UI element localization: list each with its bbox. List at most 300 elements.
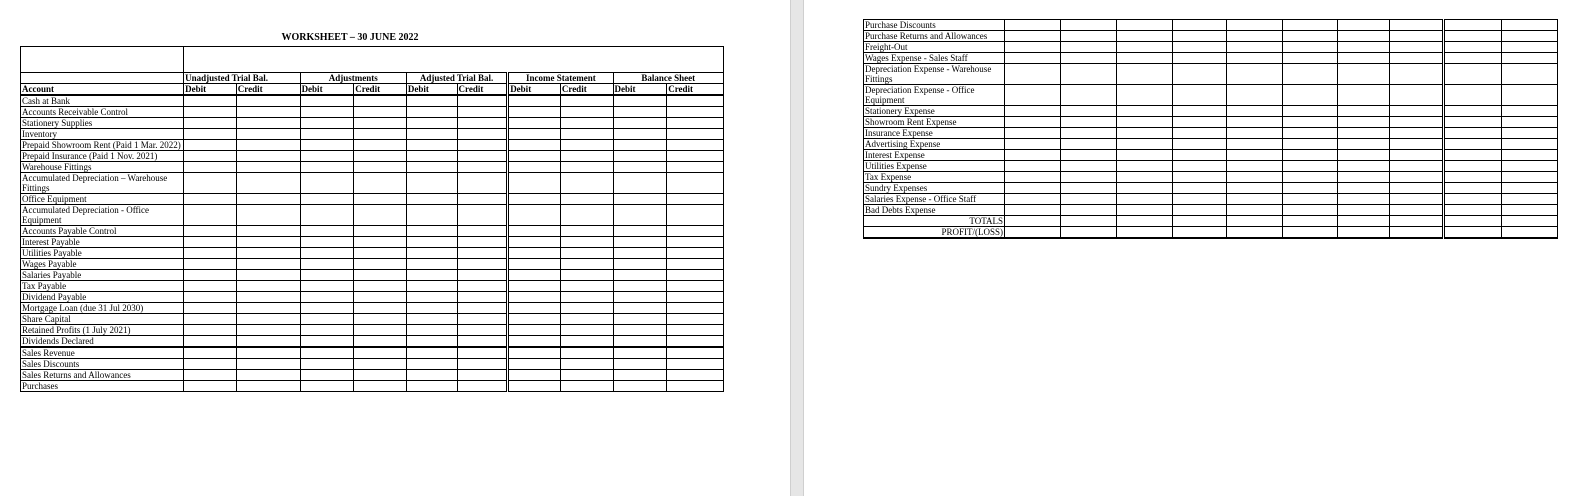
- amount-cell: [560, 162, 613, 173]
- amount-cell: [560, 107, 613, 118]
- amount-cell: [560, 205, 613, 226]
- amount-cell: [1173, 194, 1227, 205]
- amount-cell: [1227, 205, 1283, 216]
- worksheet-table-right: [863, 19, 1558, 239]
- amount-cell: [1390, 183, 1444, 194]
- amount-cell: [1390, 139, 1444, 150]
- amount-cell: [406, 325, 457, 336]
- amount-cell: [1390, 172, 1444, 183]
- account-name: Interest Payable: [21, 237, 184, 248]
- amount-cell: [508, 162, 561, 173]
- amount-cell: [1005, 31, 1061, 42]
- amount-cell: [406, 248, 457, 259]
- amount-cell: [457, 129, 508, 140]
- amount-cell: [1390, 216, 1444, 227]
- amount-cell: [354, 281, 407, 292]
- amount-cell: [457, 205, 508, 226]
- amount-cell: [1390, 85, 1444, 106]
- amount-cell: [1117, 172, 1173, 183]
- account-name: Accumulated Depreciation – Warehouse Fittings: [21, 173, 184, 194]
- amount-cell: [300, 314, 354, 325]
- amount-cell: [1227, 106, 1283, 117]
- amount-cell: [457, 281, 508, 292]
- account-name: Utilities Expense: [864, 161, 1005, 172]
- amount-cell: [667, 270, 724, 281]
- amount-cell: [1502, 42, 1558, 53]
- account-name: Prepaid Showroom Rent (Paid 1 Mar. 2022): [21, 140, 184, 151]
- amount-cell: [1005, 161, 1061, 172]
- amount-cell: [300, 194, 354, 205]
- header-blank: [21, 73, 184, 84]
- amount-cell: [508, 205, 561, 226]
- amount-cell: [1444, 227, 1502, 238]
- amount-cell: [667, 237, 724, 248]
- amount-cell: [354, 205, 407, 226]
- amount-cell: [1444, 216, 1502, 227]
- amount-cell: [508, 314, 561, 325]
- amount-cell: [406, 370, 457, 381]
- amount-cell: [354, 96, 407, 107]
- amount-cell: [1444, 150, 1502, 161]
- amount-cell: [1502, 205, 1558, 216]
- debit-header: Debit: [613, 84, 667, 95]
- amount-cell: [236, 248, 300, 259]
- account-name: [864, 238, 1005, 239]
- amount-cell: [354, 314, 407, 325]
- account-name: Sales Revenue: [21, 348, 184, 359]
- amount-cell: [1444, 238, 1502, 239]
- amount-cell: [1338, 205, 1390, 216]
- amount-cell: [236, 140, 300, 151]
- table-row: [864, 161, 1558, 172]
- amount-cell: [457, 248, 508, 259]
- amount-cell: [1061, 106, 1117, 117]
- amount-cell: [1061, 53, 1117, 64]
- amount-cell: [354, 325, 407, 336]
- account-name: Advertising Expense: [864, 139, 1005, 150]
- amount-cell: [406, 270, 457, 281]
- amount-cell: [236, 314, 300, 325]
- amount-cell: [1227, 216, 1283, 227]
- amount-cell: [667, 281, 724, 292]
- amount-cell: [508, 292, 561, 303]
- account-name: Freight-Out: [864, 42, 1005, 53]
- amount-cell: [457, 151, 508, 162]
- amount-cell: [560, 314, 613, 325]
- amount-cell: [508, 237, 561, 248]
- table-row: [21, 325, 724, 336]
- amount-cell: [1283, 64, 1338, 85]
- table-row: [21, 359, 724, 370]
- amount-cell: [184, 259, 237, 270]
- amount-cell: [1117, 31, 1173, 42]
- page-gap: [790, 0, 804, 496]
- debit-header: Debit: [184, 84, 237, 95]
- account-name: Wages Payable: [21, 259, 184, 270]
- amount-cell: [1444, 139, 1502, 150]
- account-name: Purchase Discounts: [864, 20, 1005, 31]
- table-row: [21, 140, 724, 151]
- account-name: Cash at Bank: [21, 96, 184, 107]
- amount-cell: [1117, 150, 1173, 161]
- amount-cell: [354, 226, 407, 237]
- table-row: [864, 139, 1558, 150]
- amount-cell: [1061, 85, 1117, 106]
- amount-cell: [1444, 128, 1502, 139]
- amount-cell: [1061, 216, 1117, 227]
- amount-cell: [1338, 20, 1390, 31]
- amount-cell: [1444, 205, 1502, 216]
- amount-cell: [1005, 53, 1061, 64]
- account-name: Insurance Expense: [864, 128, 1005, 139]
- amount-cell: [300, 336, 354, 347]
- amount-cell: [457, 162, 508, 173]
- amount-cell: [560, 118, 613, 129]
- amount-cell: [667, 226, 724, 237]
- amount-cell: [1283, 216, 1338, 227]
- amount-cell: [667, 129, 724, 140]
- amount-cell: [236, 303, 300, 314]
- amount-cell: [667, 140, 724, 151]
- table-row: [864, 20, 1558, 31]
- amount-cell: [1005, 216, 1061, 227]
- debit-header: Debit: [406, 84, 457, 95]
- amount-cell: [613, 248, 667, 259]
- amount-cell: [457, 314, 508, 325]
- amount-cell: [1117, 139, 1173, 150]
- amount-cell: [613, 226, 667, 237]
- worksheet-page-2: [804, 0, 1589, 496]
- table-row: [21, 107, 724, 118]
- amount-cell: [457, 194, 508, 205]
- amount-cell: [508, 370, 561, 381]
- amount-cell: [236, 259, 300, 270]
- amount-cell: [1338, 128, 1390, 139]
- amount-cell: [613, 205, 667, 226]
- amount-cell: [1338, 161, 1390, 172]
- amount-cell: [354, 140, 407, 151]
- amount-cell: [1227, 161, 1283, 172]
- amount-cell: [406, 140, 457, 151]
- amount-cell: [1444, 85, 1502, 106]
- amount-cell: [1173, 161, 1227, 172]
- account-name: Purchase Returns and Allowances: [864, 31, 1005, 42]
- amount-cell: [236, 173, 300, 194]
- amount-cell: [1502, 85, 1558, 106]
- amount-cell: [457, 140, 508, 151]
- amount-cell: [1061, 139, 1117, 150]
- amount-cell: [1173, 227, 1227, 238]
- amount-cell: [1283, 53, 1338, 64]
- amount-cell: [613, 194, 667, 205]
- amount-cell: [1117, 20, 1173, 31]
- amount-cell: [406, 292, 457, 303]
- amount-cell: [406, 205, 457, 226]
- amount-cell: [354, 129, 407, 140]
- amount-cell: [1227, 139, 1283, 150]
- amount-cell: [1227, 20, 1283, 31]
- table-row: [21, 226, 724, 237]
- amount-cell: [1444, 172, 1502, 183]
- account-name: Stationery Expense: [864, 106, 1005, 117]
- credit-header: Credit: [667, 84, 724, 95]
- amount-cell: [1005, 205, 1061, 216]
- amount-cell: [1502, 183, 1558, 194]
- amount-cell: [1390, 161, 1444, 172]
- amount-cell: [560, 140, 613, 151]
- amount-cell: [560, 292, 613, 303]
- amount-cell: [406, 162, 457, 173]
- amount-cell: [1061, 183, 1117, 194]
- amount-cell: [1173, 172, 1227, 183]
- amount-cell: [560, 226, 613, 237]
- amount-cell: [300, 303, 354, 314]
- amount-cell: [1390, 150, 1444, 161]
- amount-cell: [1338, 106, 1390, 117]
- table-row: [21, 162, 724, 173]
- amount-cell: [354, 173, 407, 194]
- account-column-header: Account: [21, 84, 184, 95]
- amount-cell: [1283, 227, 1338, 238]
- amount-cell: [1390, 194, 1444, 205]
- table-row: [864, 194, 1558, 205]
- amount-cell: [508, 118, 561, 129]
- amount-cell: [184, 162, 237, 173]
- amount-cell: [184, 281, 237, 292]
- amount-cell: [508, 226, 561, 237]
- amount-cell: [1390, 227, 1444, 238]
- amount-cell: [1173, 31, 1227, 42]
- amount-cell: [300, 359, 354, 370]
- amount-cell: [1061, 20, 1117, 31]
- amount-cell: [508, 173, 561, 194]
- amount-cell: [1502, 117, 1558, 128]
- amount-cell: [236, 107, 300, 118]
- credit-header: Credit: [236, 84, 300, 95]
- amount-cell: [1227, 64, 1283, 85]
- amount-cell: [457, 237, 508, 248]
- amount-cell: [667, 359, 724, 370]
- amount-cell: [300, 270, 354, 281]
- amount-cell: [1283, 238, 1338, 239]
- account-name: Bad Debts Expense: [864, 205, 1005, 216]
- amount-cell: [406, 259, 457, 270]
- amount-cell: [1502, 128, 1558, 139]
- amount-cell: [1502, 172, 1558, 183]
- amount-cell: [1061, 128, 1117, 139]
- account-name: Wages Expense - Sales Staff: [864, 53, 1005, 64]
- totals-label: TOTALS: [864, 216, 1005, 227]
- amount-cell: [1502, 139, 1558, 150]
- amount-cell: [1173, 139, 1227, 150]
- debit-header: Debit: [508, 84, 561, 95]
- amount-cell: [457, 336, 508, 347]
- amount-cell: [508, 194, 561, 205]
- amount-cell: [236, 292, 300, 303]
- amount-cell: [236, 237, 300, 248]
- amount-cell: [560, 259, 613, 270]
- table-row: [21, 194, 724, 205]
- amount-cell: [1117, 53, 1173, 64]
- account-name: Tax Payable: [21, 281, 184, 292]
- amount-cell: [1227, 128, 1283, 139]
- amount-cell: [1005, 85, 1061, 106]
- amount-cell: [1061, 31, 1117, 42]
- table-row: [21, 151, 724, 162]
- table-row: [21, 381, 724, 392]
- table-row: [864, 128, 1558, 139]
- amount-cell: [1117, 205, 1173, 216]
- amount-cell: [1444, 31, 1502, 42]
- amount-cell: [1061, 117, 1117, 128]
- amount-cell: [236, 370, 300, 381]
- amount-cell: [457, 173, 508, 194]
- amount-cell: [1338, 183, 1390, 194]
- table-row: [864, 53, 1558, 64]
- amount-cell: [1338, 172, 1390, 183]
- table-row: [864, 172, 1558, 183]
- amount-cell: [1338, 150, 1390, 161]
- amount-cell: [1227, 31, 1283, 42]
- amount-cell: [457, 381, 508, 392]
- amount-cell: [1005, 117, 1061, 128]
- amount-cell: [236, 336, 300, 347]
- amount-cell: [1227, 42, 1283, 53]
- amount-cell: [1005, 20, 1061, 31]
- amount-cell: [1173, 64, 1227, 85]
- amount-cell: [1502, 31, 1558, 42]
- amount-cell: [508, 270, 561, 281]
- amount-cell: [457, 325, 508, 336]
- amount-cell: [1117, 238, 1173, 239]
- amount-cell: [1338, 194, 1390, 205]
- amount-cell: [613, 314, 667, 325]
- column-group-header: Unadjusted Trial Bal.: [184, 73, 300, 84]
- amount-cell: [354, 359, 407, 370]
- amount-cell: [1283, 20, 1338, 31]
- amount-cell: [1502, 238, 1558, 239]
- account-name: Depreciation Expense - Warehouse Fittings: [864, 64, 1005, 85]
- account-name: Mortgage Loan (due 31 Jul 2030): [21, 303, 184, 314]
- amount-cell: [300, 173, 354, 194]
- account-name: Interest Expense: [864, 150, 1005, 161]
- amount-cell: [667, 336, 724, 347]
- amount-cell: [184, 96, 237, 107]
- account-name: Retained Profits (1 July 2021): [21, 325, 184, 336]
- amount-cell: [1061, 194, 1117, 205]
- amount-cell: [1283, 117, 1338, 128]
- amount-cell: [1390, 64, 1444, 85]
- amount-cell: [1444, 20, 1502, 31]
- amount-cell: [184, 226, 237, 237]
- account-name: Depreciation Expense - Office Equipment: [864, 85, 1005, 106]
- amount-cell: [1444, 42, 1502, 53]
- amount-cell: [1173, 106, 1227, 117]
- amount-cell: [354, 151, 407, 162]
- amount-cell: [1005, 238, 1061, 239]
- table-row: [864, 238, 1558, 239]
- amount-cell: [1227, 183, 1283, 194]
- table-row: [21, 259, 724, 270]
- amount-cell: [1227, 227, 1283, 238]
- amount-cell: [1283, 205, 1338, 216]
- amount-cell: [236, 205, 300, 226]
- header-blank: [184, 47, 724, 73]
- amount-cell: [354, 336, 407, 347]
- amount-cell: [184, 359, 237, 370]
- table-row: [864, 85, 1558, 106]
- amount-cell: [560, 194, 613, 205]
- amount-cell: [1005, 172, 1061, 183]
- account-name: Sales Returns and Allowances: [21, 370, 184, 381]
- amount-cell: [1390, 106, 1444, 117]
- amount-cell: [613, 292, 667, 303]
- amount-cell: [1173, 20, 1227, 31]
- account-name: Sales Discounts: [21, 359, 184, 370]
- amount-cell: [1338, 216, 1390, 227]
- amount-cell: [1502, 194, 1558, 205]
- amount-cell: [613, 151, 667, 162]
- amount-cell: [1061, 238, 1117, 239]
- table-row: [21, 248, 724, 259]
- amount-cell: [508, 107, 561, 118]
- amount-cell: [1444, 161, 1502, 172]
- amount-cell: [1005, 227, 1061, 238]
- amount-cell: [560, 270, 613, 281]
- amount-cell: [560, 281, 613, 292]
- amount-cell: [613, 162, 667, 173]
- amount-cell: [1117, 194, 1173, 205]
- amount-cell: [1502, 20, 1558, 31]
- amount-cell: [1117, 128, 1173, 139]
- amount-cell: [1227, 172, 1283, 183]
- amount-cell: [457, 303, 508, 314]
- amount-cell: [560, 359, 613, 370]
- amount-cell: [1005, 183, 1061, 194]
- amount-cell: [613, 173, 667, 194]
- table-row: [21, 281, 724, 292]
- amount-cell: [457, 359, 508, 370]
- amount-cell: [184, 140, 237, 151]
- account-name: Stationery Supplies: [21, 118, 184, 129]
- amount-cell: [1173, 117, 1227, 128]
- amount-cell: [184, 205, 237, 226]
- amount-cell: [184, 118, 237, 129]
- amount-cell: [560, 237, 613, 248]
- amount-cell: [667, 248, 724, 259]
- account-name: Showroom Rent Expense: [864, 117, 1005, 128]
- amount-cell: [613, 237, 667, 248]
- account-name: Tax Expense: [864, 172, 1005, 183]
- amount-cell: [354, 270, 407, 281]
- amount-cell: [667, 205, 724, 226]
- table-row: [21, 173, 724, 194]
- amount-cell: [1390, 31, 1444, 42]
- amount-cell: [184, 194, 237, 205]
- amount-cell: [457, 107, 508, 118]
- amount-cell: [354, 292, 407, 303]
- amount-cell: [667, 303, 724, 314]
- amount-cell: [1444, 64, 1502, 85]
- amount-cell: [300, 348, 354, 359]
- amount-cell: [1283, 31, 1338, 42]
- amount-cell: [300, 248, 354, 259]
- amount-cell: [354, 303, 407, 314]
- amount-cell: [184, 314, 237, 325]
- amount-cell: [406, 359, 457, 370]
- amount-cell: [667, 259, 724, 270]
- amount-cell: [1061, 172, 1117, 183]
